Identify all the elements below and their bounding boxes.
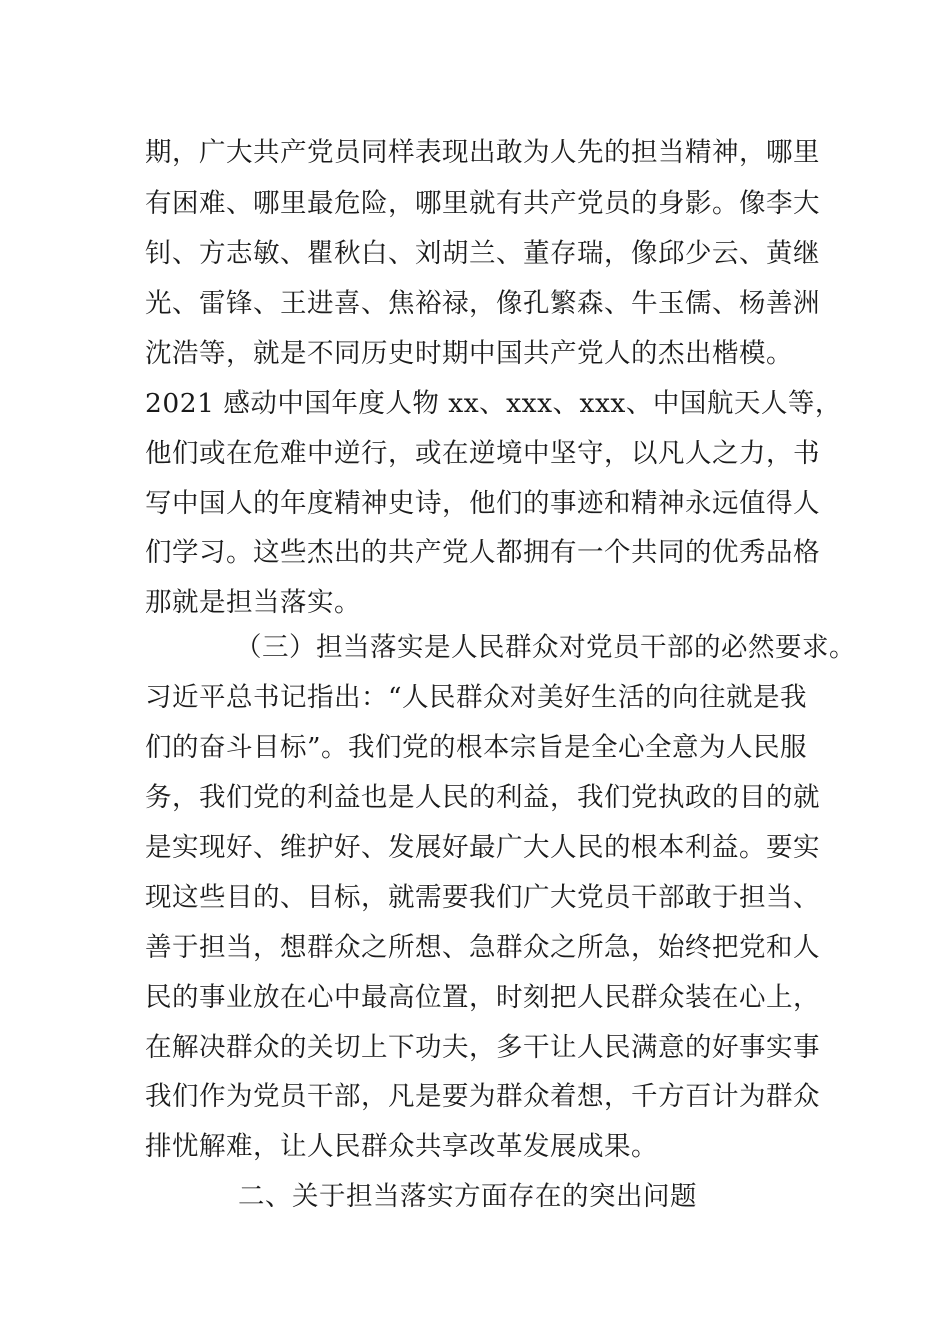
chapter-heading: 二、关于担当落实方面存在的突出问题 (238, 1181, 697, 1212)
paragraph-line: 期，广大共产党员同样表现出敢为人先的担当精神，哪里 (145, 137, 820, 168)
paragraph-line: 钊、方志敏、瞿秋白、刘胡兰、董存瑞，像邱少云、黄继 (145, 238, 820, 269)
paragraph-line: 务，我们党的利益也是人民的利益，我们党执政的目的就 (145, 782, 820, 813)
paragraph-line: 们学习。这些杰出的共产党人都拥有一个共同的优秀品格 (145, 537, 820, 568)
paragraph-line: 们的奋斗目标”。我们党的根本宗旨是全心全意为人民服 (145, 732, 808, 763)
paragraph-line: 他们或在危难中逆行，或在逆境中坚守，以凡人之力，书 (145, 438, 820, 469)
paragraph-line: 2021 感动中国年度人物 xx、xxx、xxx、中国航天人等， (145, 388, 842, 419)
paragraph-line: 民的事业放在心中最高位置，时刻把人民群众装在心上， (145, 982, 820, 1013)
paragraph-line: 现这些目的、目标，就需要我们广大党员干部敢于担当、 (145, 882, 820, 913)
paragraph-line: 沈浩等，就是不同历史时期中国共产党人的杰出楷模。 (145, 338, 793, 369)
paragraph-line: 写中国人的年度精神史诗，他们的事迹和精神永远值得人 (145, 488, 820, 519)
paragraph-line: 善于担当，想群众之所想、急群众之所急，始终把党和人 (145, 932, 820, 963)
paragraph-line: 我们作为党员干部，凡是要为群众着想，千方百计为群众 (145, 1081, 820, 1112)
paragraph-line: 那就是担当落实。 (145, 587, 361, 618)
section-heading: （三）担当落实是人民群众对党员干部的必然要求。 (235, 632, 856, 663)
paragraph-line: 是实现好、维护好、发展好最广大人民的根本利益。要实 (145, 832, 820, 863)
paragraph-line: 习近平总书记指出：“人民群众对美好生活的向往就是我 (145, 682, 808, 713)
paragraph-line: 光、雷锋、王进喜、焦裕禄，像孔繁森、牛玉儒、杨善洲 (145, 288, 820, 319)
paragraph-line: 有困难、哪里最危险，哪里就有共产党员的身影。像李大 (145, 188, 820, 219)
paragraph-line: 在解决群众的关切上下功夫，多干让人民满意的好事实事 (145, 1032, 820, 1063)
paragraph-line: 排忧解难，让人民群众共享改革发展成果。 (145, 1131, 658, 1162)
